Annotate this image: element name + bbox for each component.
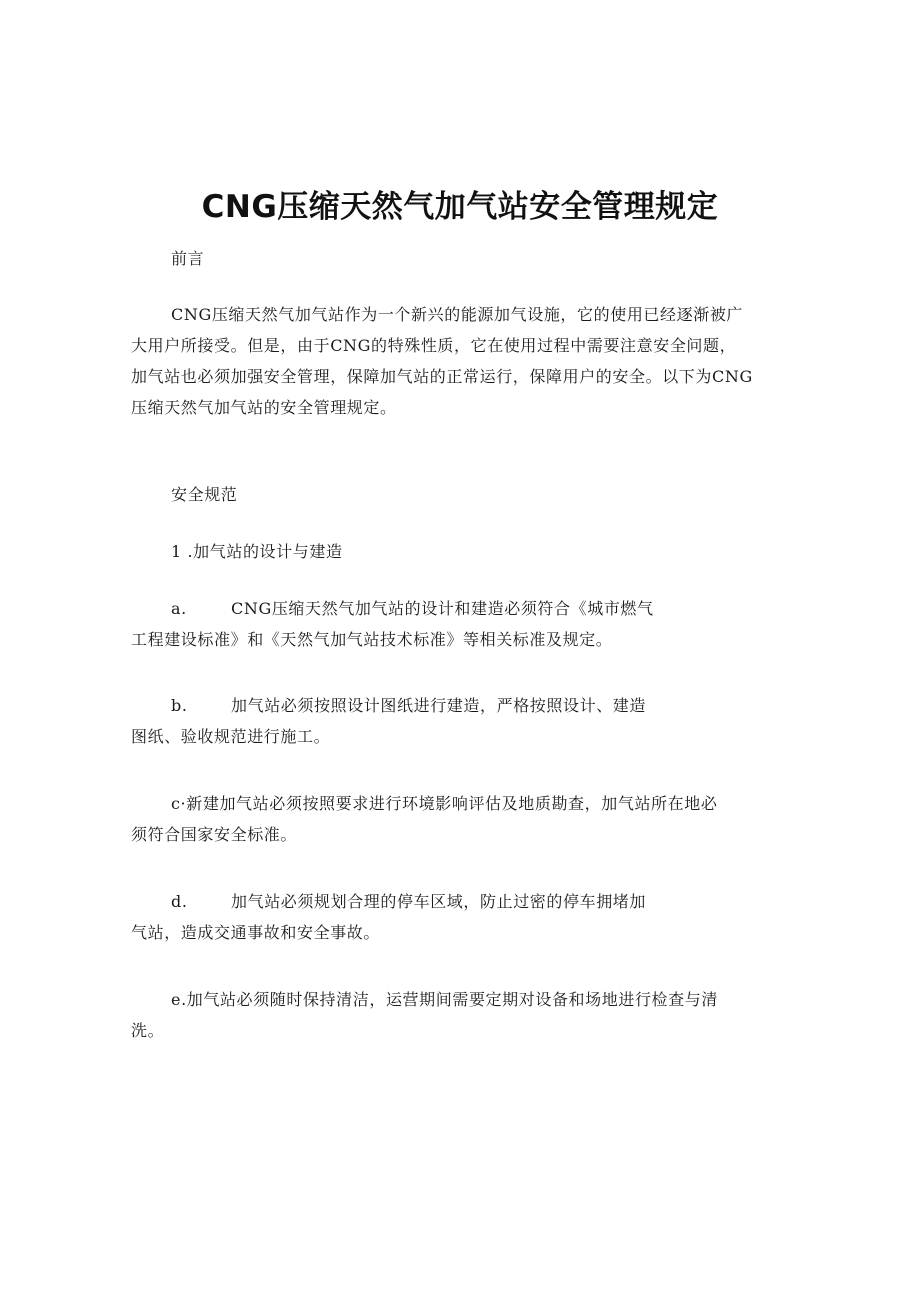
intro-paragraph [131, 299, 796, 423]
item-text: CNG压缩天然气加气站的设计和建造必须符合《城市燃气 [231, 599, 654, 618]
list-item-b [131, 690, 796, 752]
item-text: 加气站必须按照设计图纸进行建造，严格按照设计、建造 [231, 696, 647, 715]
item-label: d. [171, 892, 188, 911]
item-text: e.加气站必须随时保持清洁，运营期间需要定期对设备和场地进行检查与清 [171, 990, 718, 1009]
list-item-c [131, 788, 796, 850]
item-text-continued: 工程建设标准》和《天然气加气站技术标准》等相关标准及规定。 [131, 630, 613, 649]
list-item-d [131, 886, 796, 948]
item-text-continued: 气站，造成交通事故和安全事故。 [131, 923, 381, 942]
item-text: 加气站必须规划合理的停车区域，防止过密的停车拥堵加 [231, 892, 647, 911]
intro-line: 大用户所接受。但是，由于CNG的特殊性质，它在使用过程中需要注意安全问题， [131, 336, 737, 355]
intro-line: 加气站也必须加强安全管理，保障加气站的正常运行，保障用户的安全。以下为CNG [131, 367, 753, 386]
intro-line: CNG压缩天然气加气站作为一个新兴的能源加气设施，它的使用已经逐渐被广 [171, 305, 744, 324]
list-item-a [131, 593, 796, 655]
item-label: a. [171, 599, 187, 618]
preface-heading: 前言 [171, 249, 205, 268]
item-text-continued: 洗。 [131, 1021, 165, 1040]
item-text: c·新建加气站必须按照要求进行环境影响评估及地质勘查，加气站所在地必 [171, 794, 718, 813]
item-label: b. [171, 696, 188, 715]
item-text-continued: 须符合国家安全标准。 [131, 825, 298, 844]
section-heading: 安全规范 [171, 485, 238, 504]
intro-line: 压缩天然气加气站的安全管理规定。 [131, 398, 397, 417]
subsection-heading: 1 .加气站的设计与建造 [171, 542, 343, 561]
document-title: CNG压缩天然气加气站安全管理规定 [201, 189, 719, 225]
item-text-continued: 图纸、验收规范进行施工。 [131, 727, 331, 746]
list-item-e [131, 984, 796, 1046]
